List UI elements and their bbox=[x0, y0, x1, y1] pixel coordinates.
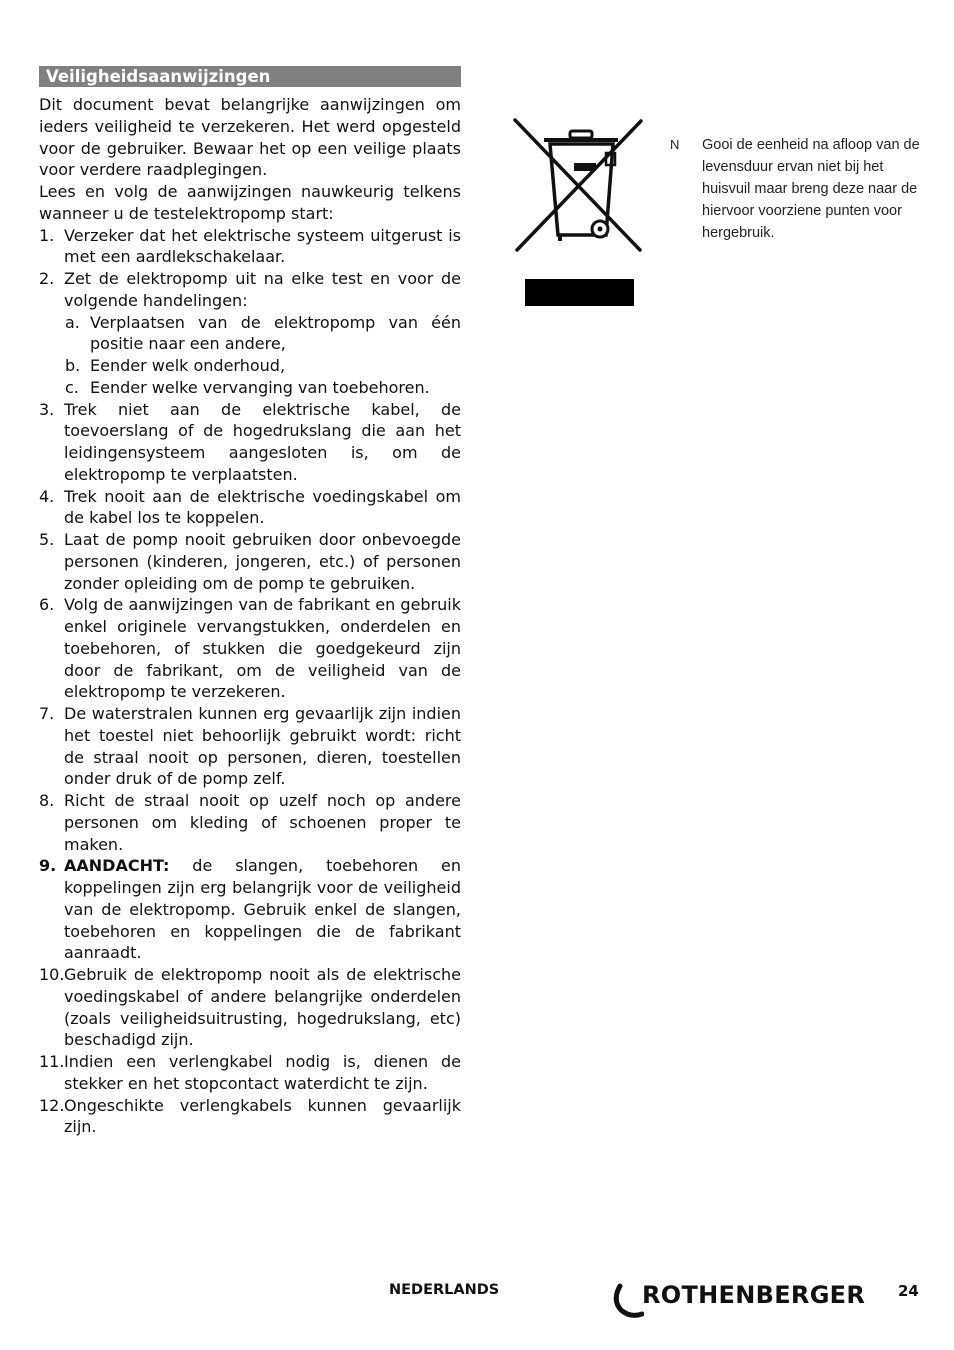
item-number: 1. bbox=[39, 225, 55, 245]
sub-item-letter: b. bbox=[65, 356, 81, 375]
list-item bbox=[39, 529, 461, 594]
sub-item-letter: c. bbox=[65, 377, 79, 397]
list-item bbox=[39, 855, 461, 964]
item-text: Indien een verlengkabel nodig is, dienen de stekker en het stopcontact waterdicht te zijn. bbox=[64, 1052, 461, 1093]
item-number: 3. bbox=[39, 399, 55, 419]
sub-item-letter: a. bbox=[65, 312, 80, 332]
item-number: 8. bbox=[39, 791, 55, 810]
item-number: 6. bbox=[39, 595, 55, 615]
safety-section bbox=[39, 66, 461, 1138]
brand-logo bbox=[612, 1280, 866, 1320]
item-text: Gebruik de elektropomp nooit als de elektrische voedingskabel of andere belangrijke onderdelen (zoals veiligheidsuitrusting, hogedrukslang, etc) beschadigd zijn. bbox=[64, 965, 461, 1050]
logo-swoosh-icon bbox=[612, 1280, 644, 1320]
sub-list-item bbox=[39, 355, 461, 377]
item-number: 2. bbox=[39, 269, 55, 288]
list-item bbox=[39, 225, 461, 269]
sub-item-text: Verplaatsen van de elektropomp van één positie naar een andere, bbox=[90, 312, 461, 354]
safety-list bbox=[39, 225, 461, 1139]
list-item bbox=[39, 1051, 461, 1095]
brand-name: ROTHENBERGER bbox=[642, 1281, 866, 1309]
item-text: de slangen, toebehoren en koppelingen zijn erg belangrijk voor de veiligheid van de elektropomp. Gebruik enkel de slangen, toebehoren en koppelingen die de fabrikant aanraadt. bbox=[64, 856, 461, 963]
sub-list-item bbox=[39, 312, 461, 356]
black-bar bbox=[525, 279, 634, 306]
sub-item-text: Eender welk onderhoud, bbox=[90, 356, 286, 375]
sub-list bbox=[64, 312, 461, 399]
list-item bbox=[39, 399, 461, 486]
item-text: Ongeschikte verlengkabels kunnen gevaarlijk zijn. bbox=[64, 1095, 461, 1137]
item-text: Richt de straal nooit op uzelf noch op andere personen om kleding of schoenen proper te maken. bbox=[64, 791, 461, 854]
list-item bbox=[39, 594, 461, 703]
section-heading: Veiligheidsaanwijzingen bbox=[39, 66, 461, 87]
list-item bbox=[39, 790, 461, 855]
warning-label: AANDACHT: bbox=[64, 856, 170, 876]
item-number: 4. bbox=[39, 486, 55, 506]
item-text: Trek niet aan de elektrische kabel, de toevoerslang of de hogedrukslang die aan het leidingensysteem aangesloten is, om de elektropomp te verplaatsten. bbox=[64, 399, 461, 484]
list-item bbox=[39, 486, 461, 530]
item-number: 12. bbox=[39, 1095, 65, 1115]
item-number: 10. bbox=[39, 965, 65, 984]
sub-list-item bbox=[39, 377, 461, 399]
item-text: Laat de pomp nooit gebruiken door onbevoegde personen (kinderen, jongeren, etc.) of personen zonder opleiding om de pomp te gebruiken. bbox=[64, 530, 461, 593]
list-item bbox=[39, 703, 461, 790]
crossed-out-bin-icon bbox=[512, 117, 644, 253]
item-number: 7. bbox=[39, 704, 55, 723]
item-text: De waterstralen kunnen erg gevaarlijk zijn indien het toestel niet behoorlijk gebruikt wordt: richt de straal nooit op personen, dieren, toestellen onder druk of de pomp zelf. bbox=[64, 704, 461, 789]
list-item bbox=[39, 268, 461, 399]
item-number: 11. bbox=[39, 1052, 65, 1071]
item-number: 9. bbox=[39, 856, 57, 876]
item-number: 5. bbox=[39, 530, 55, 549]
sub-item-text: Eender welke vervanging van toebehoren. bbox=[90, 377, 430, 397]
footer-language: NEDERLANDS bbox=[389, 1282, 500, 1298]
item-text: Verzeker dat het elektrische systeem uitgerust is met een aardlekschakelaar. bbox=[64, 225, 461, 267]
list-item bbox=[39, 1095, 461, 1139]
note-text: Gooi de eenheid na afloop van de levensduur ervan niet bij het huisvuil maar breng deze naar de hiervoor voorziene punten voor hergebruik. bbox=[702, 137, 920, 241]
intro-paragraph-1: Dit document bevat belangrijke aanwijzingen om ieders veiligheid te verzekeren. Het werd opgesteld voor de gebruiker. Bewaar het op een veilige plaats voor verdere raadplegingen. bbox=[39, 95, 461, 180]
intro-paragraph-2: Lees en volg de aanwijzingen nauwkeurig telkens wanneer u de testelektropomp start: bbox=[39, 182, 461, 223]
item-text: Volg de aanwijzingen van de fabrikant en gebruik enkel originele vervangstukken, onderdelen en toebehoren, of stukken die goedgekeurd zijn door de fabrikant, om de veiligheid van de elektropomp te verzekeren. bbox=[64, 595, 461, 702]
disposal-note bbox=[670, 134, 920, 244]
note-marker: N bbox=[670, 137, 680, 152]
page-number: 24 bbox=[898, 1282, 919, 1300]
item-text: Trek nooit aan de elektrische voedingskabel om de kabel los te koppelen. bbox=[64, 486, 461, 528]
item-text: Zet de elektropomp uit na elke test en voor de volgende handelingen: bbox=[64, 269, 461, 310]
list-item bbox=[39, 964, 461, 1051]
